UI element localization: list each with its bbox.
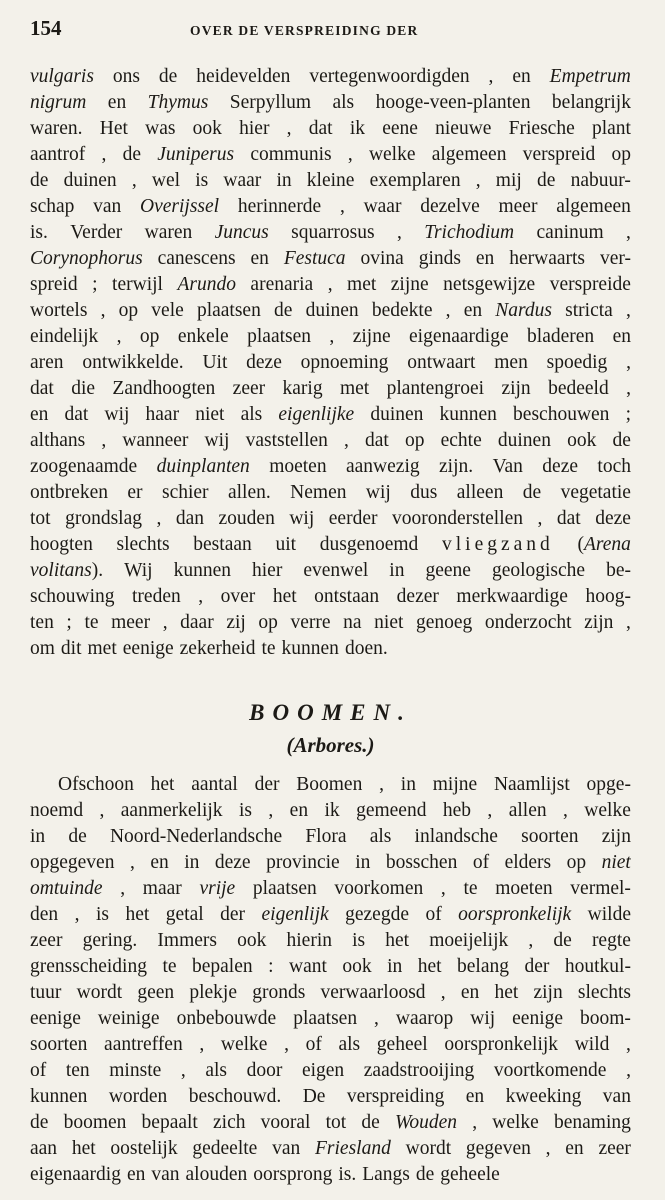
text-line: om dit met eenige zekerheid te kunnen doen. — [30, 638, 388, 659]
text-line: aan het oostelijk gedeelte van Friesland wordt gegeven , en zeer — [30, 1138, 631, 1159]
text-line: of ten minste , als door eigen zaadstrooijing voortkomende , — [30, 1060, 631, 1081]
text-line: tot grondslag , dan zouden wij eerder vooronderstellen , dat deze — [30, 508, 631, 529]
text-line: volitans). Wij kunnen hier evenwel in geene geologische be- — [30, 560, 631, 581]
section-subtitle: (Arbores.) — [286, 733, 375, 757]
text-line: spreid ; terwijl Arundo arenaria , met zijne netsgewijze verspreide — [30, 274, 631, 295]
text-line: de duinen , wel is waar in kleine exemplaren , mij de nabuur- — [30, 170, 631, 191]
text-line: vulgaris ons de heidevelden vertegenwoordigden , en Empetrum — [30, 66, 631, 87]
text-line: kunnen worden beschouwd. De verspreiding en kweeking van — [30, 1086, 631, 1107]
text-line: de boomen bepaalt zich vooral tot de Wouden , welke benaming — [30, 1112, 631, 1133]
text-line: omtuinde , maar vrije plaatsen voorkomen , te moeten vermel- — [30, 878, 631, 899]
text-line: den , is het getal der eigenlijk gezegde of oorspronkelijk wilde — [30, 904, 631, 925]
text-line: en dat wij haar niet als eigenlijke duinen kunnen beschouwen ; — [30, 404, 631, 425]
text-line: ten ; te meer , daar zij op verre na niet genoeg onderzocht zijn , — [30, 612, 631, 633]
text-line: is. Verder waren Juncus squarrosus , Trichodium caninum , — [30, 222, 631, 243]
text-line: in de Noord-Nederlandsche Flora als inlandsche soorten zijn — [30, 826, 631, 847]
text-line: eigenaardig en van alouden oorsprong is. Langs de geheele — [30, 1164, 500, 1185]
paragraph-1 — [30, 64, 631, 662]
text-line: Ofschoon het aantal der Boomen , in mijne Naamlijst opge- — [58, 774, 631, 795]
text-line: grensscheiding te bepalen : want ook in het belang der houtkul- — [30, 956, 631, 977]
text-line: tuur wordt geen plekje gronds verwaarloosd , en het zijn slechts — [30, 982, 631, 1003]
text-line: hoogten slechts bestaan uit dusgenoemd vliegzand (Arena — [30, 534, 631, 555]
text-line: aren ontwikkelde. Uit deze opnoeming ontwaart men spoedig , — [30, 352, 631, 373]
text-line: Corynophorus canescens en Festuca ovina ginds en herwaarts ver- — [30, 248, 631, 269]
page-number: 154 — [30, 16, 62, 40]
text-line: zoogenaamde duinplanten moeten aanwezig zijn. Van deze toch — [30, 456, 631, 477]
text-line: aantrof , de Juniperus communis , welke algemeen verspreid op — [30, 144, 631, 165]
text-line: wortels , op vele plaatsen de duinen bedekte , en Nardus stricta , — [30, 300, 631, 321]
text-line: schouwing treden , over het ontstaan dezer merkwaardige hoog- — [30, 586, 631, 607]
section-title: BOOMEN. — [249, 700, 412, 725]
text-line: schap van Overijssel herinnerde , waar dezelve meer algemeen — [30, 196, 631, 217]
paragraph-2 — [30, 772, 631, 1188]
running-title: OVER DE VERSPREIDING DER — [190, 23, 419, 38]
text-line: opgegeven , en in deze provincie in bosschen of elders op niet — [30, 852, 631, 873]
text-line: noemd , aanmerkelijk is , en ik gemeend heb , allen , welke — [30, 800, 631, 821]
text-line: althans , wanneer wij vaststellen , dat op echte duinen ook de — [30, 430, 631, 451]
text-line: eenige weinige onbebouwde plaatsen , waarop wij eenige boom- — [30, 1008, 631, 1029]
text-line: nigrum en Thymus Serpyllum als hooge-veen-planten belangrijk — [30, 92, 631, 113]
text-line: ontbreken er schier allen. Nemen wij dus alleen de vegetatie — [30, 482, 631, 503]
section-heading — [30, 698, 631, 760]
text-line: soorten aantreffen , welke , of als geheel oorspronkelijk wild , — [30, 1034, 631, 1055]
text-line: zeer gering. Immers ook hierin is het moeijelijk , de regte — [30, 930, 631, 951]
running-head — [30, 16, 631, 48]
text-line: eindelijk , op enkele plaatsen , zijne eigenaardige bladeren en — [30, 326, 631, 347]
text-line: dat die Zandhoogten zeer karig met plantengroei zijn bedeeld , — [30, 378, 631, 399]
text-line: waren. Het was ook hier , dat ik eene nieuwe Friesche plant — [30, 118, 631, 139]
